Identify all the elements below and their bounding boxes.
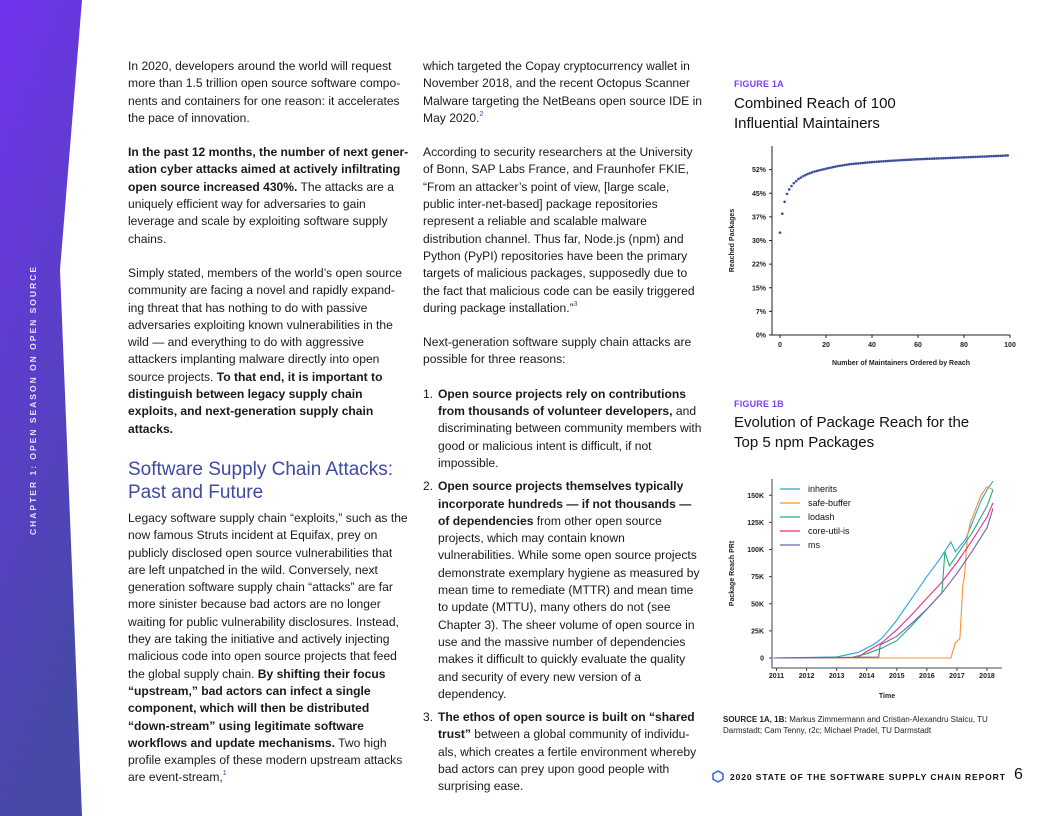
data-point — [993, 155, 996, 158]
data-point — [896, 159, 899, 162]
x-tick-label: 60 — [914, 342, 922, 349]
x-tick-label: 2018 — [979, 673, 995, 680]
y-tick-label: 0% — [755, 332, 766, 340]
data-point — [841, 164, 844, 167]
x-tick-label: 2015 — [888, 673, 905, 680]
x-tick-label: 2014 — [858, 673, 875, 680]
examples-paragraph: which targeted the Copay cryptocurrency wallet in November 2018, and the recent Octopus Scanner Malware targeting the NetBeans open source IDE in May 2020.$^2$ — [423, 59, 702, 125]
data-point — [1002, 154, 1005, 157]
text-column-2 — [423, 58, 703, 802]
reason-item: 2. Open source projects themselves typically incorporate hundreds — if not thousands — of dependencies from other open source projects, which may contain known vulnerabilities. While some open source projects demonstrate exemplary hygiene as measured by mean time to remediate (MTTR) and mean time to update (MTTU), many others do not (see Chapter 3). The sheer volume of open source in use and the massive number of dependencies makes it difficult to quickly evaluate the quality and security of every new version of a dependency. — [423, 479, 700, 701]
x-axis-label: Number of Maintainers Ordered by Reach — [831, 360, 971, 367]
data-point — [779, 231, 782, 234]
x-tick-label: 40 — [868, 342, 876, 349]
data-point — [979, 155, 982, 158]
x-tick-label: 20 — [822, 342, 830, 349]
data-point — [963, 156, 966, 159]
data-point — [967, 156, 970, 159]
data-point — [917, 158, 920, 161]
data-point — [820, 169, 823, 172]
legend-label: ms — [808, 540, 820, 550]
y-tick-label: 22% — [751, 261, 766, 269]
data-point — [928, 157, 931, 160]
figure-1a-chart — [720, 140, 1020, 370]
data-point — [997, 155, 1000, 158]
y-tick-label: 15% — [751, 285, 766, 293]
data-point — [802, 175, 805, 178]
text-column-1 — [128, 58, 410, 804]
reasons-intro: Next-generation software supply chain attacks are possible for three reasons: — [423, 335, 692, 367]
reason-item: 3. The ethos of open source is built on “shared trust” between a global community of individu-als, which creates a fertile environment whereby bad actors can prey upon good people with surprising ease. — [423, 710, 697, 794]
data-point — [1004, 154, 1007, 157]
x-tick-label: 0 — [778, 342, 782, 349]
data-point — [954, 156, 957, 159]
y-tick-label: 37% — [751, 214, 766, 222]
data-point — [793, 182, 796, 185]
x-tick-label: 80 — [960, 342, 968, 349]
data-point — [843, 164, 846, 167]
data-point — [947, 157, 950, 160]
data-point — [986, 155, 989, 158]
figure-1a-title: Combined Reach of 100 Influential Maintainers — [734, 95, 896, 132]
data-point — [924, 158, 927, 161]
data-point — [859, 162, 862, 165]
data-point — [834, 165, 837, 168]
series-line-safe-buffer — [774, 487, 994, 658]
data-point — [983, 155, 986, 158]
data-point — [894, 159, 897, 162]
data-point — [933, 157, 936, 160]
data-point — [855, 162, 858, 165]
x-tick-label: 2017 — [949, 673, 965, 680]
data-point — [988, 155, 991, 158]
data-point — [970, 156, 973, 159]
legend-label: inherits — [808, 484, 838, 494]
hexagon-icon — [712, 770, 724, 783]
data-point — [912, 158, 915, 161]
source-note: SOURCE 1A, 1B: Markus Zimmermann and Cristian-Alexandru Staicu, TU Darmstadt; Cam Tenny, r2c; Michael Pradel, TU Darmstadt — [723, 715, 988, 735]
chapter-sidebar — [0, 0, 90, 816]
figure-1b-label: FIGURE 1B — [734, 399, 784, 409]
sidebar-gradient-shape — [0, 0, 90, 816]
data-point — [903, 159, 906, 162]
reasons-list — [423, 386, 703, 796]
data-point — [937, 157, 940, 160]
intro-paragraph: In 2020, developers around the world will request more than 1.5 trillion open source software compo-nents and containers for one reason: it accelerates the pace of innovation. — [128, 59, 401, 125]
x-tick-label: 2012 — [798, 673, 815, 680]
data-point — [850, 163, 853, 166]
data-point — [949, 157, 952, 160]
page-footer — [712, 770, 1006, 783]
data-point — [873, 161, 876, 164]
data-point — [921, 158, 924, 161]
data-point — [926, 158, 929, 161]
data-point — [829, 166, 832, 169]
page-number: 6 — [1014, 766, 1023, 783]
footnote-ref[interactable]: 3 — [573, 300, 578, 308]
y-tick-label: 75K — [751, 574, 764, 582]
data-point — [958, 156, 961, 159]
x-tick-label: 2016 — [919, 673, 935, 680]
data-point — [940, 157, 943, 160]
data-point — [839, 164, 842, 167]
data-point — [965, 156, 968, 159]
x-tick-label: 2011 — [768, 673, 785, 680]
footnote-ref[interactable]: 2 — [479, 110, 484, 118]
data-point — [990, 155, 993, 158]
quote-paragraph: According to security researchers at the University of Bonn, SAP Labs France, and Fraunhofer FKIE, “From an attacker’s point of view, [large scale, public inter-net-based] package repositories represent a reliable and scalable malware distribution channel. Thus far, Node.js (npm) and Python (PyPI) repositories have been the primary targets of malicious packages, supposedly due to the fact that malicious code can be easily triggered during package installation.”$^3$ — [423, 145, 695, 315]
data-point — [786, 193, 789, 196]
data-point — [875, 160, 878, 163]
reason-item: 1. Open source projects rely on contributions from thousands of volunteer developers, and discriminating between community members with good or malicious intent is difficult, if not impossible. — [423, 386, 702, 470]
data-point — [809, 172, 812, 175]
y-axis-label: Reached Packages — [729, 208, 736, 273]
y-tick-label: 30% — [751, 238, 766, 245]
y-tick-label: 45% — [751, 190, 766, 198]
data-point — [864, 161, 867, 164]
data-point — [908, 158, 911, 161]
y-tick-label: 150K — [747, 492, 764, 500]
data-point — [972, 156, 975, 159]
data-point — [898, 159, 901, 162]
y-tick-label: 7% — [755, 308, 766, 316]
y-tick-label: 125K — [747, 519, 764, 527]
data-point — [919, 158, 922, 161]
chapter-label: CHAPTER 1: OPEN SEASON ON OPEN SOURCE — [28, 264, 38, 535]
data-point — [914, 158, 917, 161]
data-point — [783, 200, 786, 203]
data-point — [944, 157, 947, 160]
data-point — [827, 167, 830, 170]
y-tick-label: 0 — [760, 655, 764, 663]
data-point — [836, 165, 839, 168]
y-axis-label: Package Reach PRt — [729, 540, 736, 607]
attack-stat-paragraph: In the past 12 months, the number of next gener-ation cyber attacks aimed at actively infiltrating open source increased 430%. The attacks are a uniquely efficient way for adversaries to gain leverage and scale by exploiting software supply chains. — [128, 145, 409, 246]
data-point — [816, 170, 819, 173]
data-point — [852, 163, 855, 166]
data-point — [995, 155, 998, 158]
data-point — [901, 159, 904, 162]
data-point — [857, 162, 860, 165]
legend-label: core-util-is — [808, 526, 850, 536]
data-point — [813, 170, 816, 173]
data-point — [788, 188, 791, 191]
y-tick-label: 50K — [751, 601, 764, 609]
data-point — [822, 168, 825, 171]
threat-paragraph: Simply stated, members of the world’s open source community are facing a novel and rapidly expand-ing threat that has nothing to do with passive adversaries exploiting known vulnerabilities in the wild — and everything to do with aggressive attackers implanting malware directly into open source projects. To that end, it is important to distinguish between legacy supply chain exploits, and next-generation supply chain attacks. — [128, 265, 403, 436]
y-tick-label: 100K — [747, 547, 764, 555]
data-point — [931, 157, 934, 160]
legend-label: lodash — [808, 512, 835, 522]
section-heading: Software Supply Chain Attacks: Past and Future — [128, 458, 394, 503]
data-point — [887, 160, 890, 163]
data-point — [790, 185, 793, 188]
data-point — [880, 160, 883, 163]
data-point — [905, 159, 908, 162]
x-tick-label: 2013 — [828, 673, 845, 680]
data-point — [885, 160, 888, 163]
data-point — [889, 160, 892, 163]
legend-label: safe-buffer — [808, 498, 851, 508]
data-point — [797, 178, 800, 181]
data-point — [981, 155, 984, 158]
data-point — [832, 166, 835, 169]
data-point — [804, 174, 807, 177]
data-point — [1006, 154, 1009, 157]
data-point — [806, 173, 809, 176]
data-point — [951, 157, 954, 160]
data-point — [974, 156, 977, 159]
data-point — [868, 161, 871, 164]
data-point — [811, 171, 814, 174]
data-point — [862, 162, 865, 165]
figure-1b-title: Evolution of Package Reach for the Top 5 npm Packages — [734, 414, 970, 451]
data-point — [891, 159, 894, 162]
data-point — [1000, 154, 1003, 157]
x-axis-label: Time — [878, 693, 896, 700]
data-point — [960, 156, 963, 159]
data-point — [956, 156, 959, 159]
y-tick-label: 25K — [751, 628, 764, 636]
data-point — [977, 155, 980, 158]
data-point — [910, 158, 913, 161]
data-point — [935, 157, 938, 160]
data-point — [942, 157, 945, 160]
data-point — [848, 163, 851, 166]
data-point — [878, 160, 881, 163]
data-point — [818, 169, 821, 172]
data-point — [781, 212, 784, 215]
y-tick-label: 52% — [751, 167, 766, 175]
figure-1b-chart — [720, 475, 1020, 705]
data-point — [799, 176, 802, 179]
data-point — [795, 180, 798, 183]
legacy-paragraph: Legacy software supply chain “exploits,” such as the now famous Struts incident at Equifax, prey on publicly disclosed open source vulnerabilities that are left unpatched in the wild. Conversely, next generation software supply chain “attacks” are far more sinister because bad actors are no longer waiting for public vulnerability disclosures. Instead, they are taking the initiative and actively injecting malicious code into open source projects that feed the global supply chain. By shifting their focus “upstream,” bad actors can infect a single component, which will then be distributed “down-stream” using legitimate software workflows and update mechanisms. Two high profile examples of these modern upstream attacks are event-stream,$^1$ — [128, 510, 408, 785]
data-point — [845, 163, 848, 166]
figure-1a-label: FIGURE 1A — [734, 79, 784, 89]
data-point — [825, 167, 828, 170]
data-point — [866, 161, 869, 164]
footnote-ref[interactable]: 1 — [222, 770, 227, 778]
report-title: 2020 STATE OF THE SOFTWARE SUPPLY CHAIN REPORT — [730, 771, 1006, 782]
data-point — [871, 161, 874, 164]
x-tick-label: 100 — [1004, 342, 1016, 349]
data-point — [882, 160, 885, 163]
